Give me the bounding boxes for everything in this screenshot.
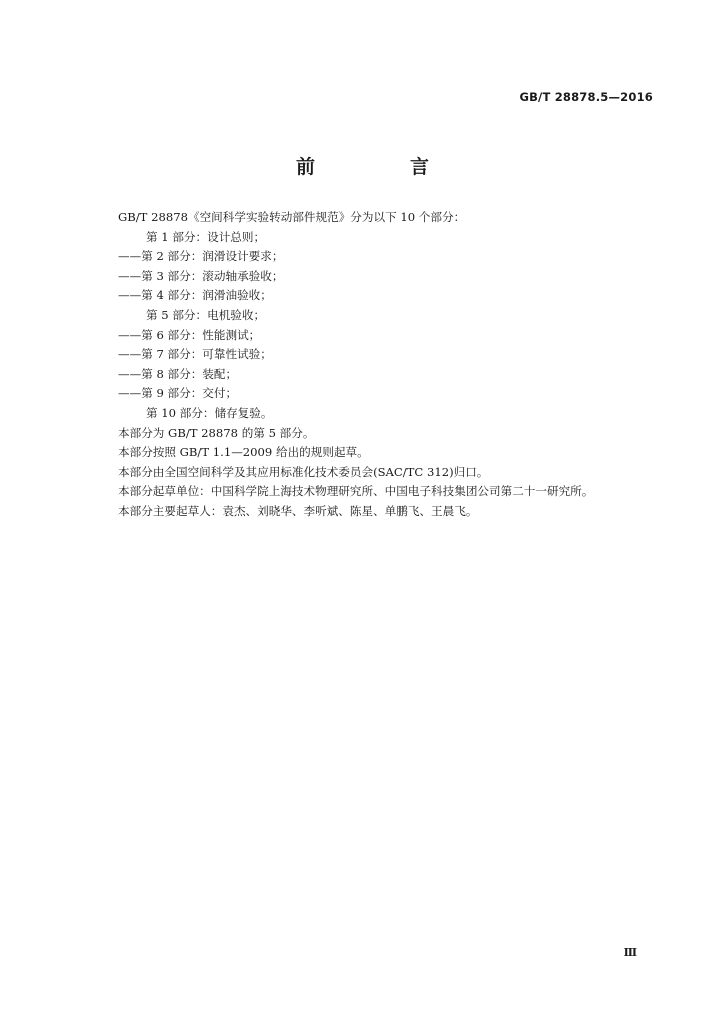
intro-paragraph: GB/T 28878《空间科学实验转动部件规范》分为以下 10 个部分： bbox=[118, 210, 466, 224]
part-list-item: 第 5 部分：电机验收； bbox=[146, 307, 266, 322]
standard-code: GB/T 28878.5—2016 bbox=[519, 90, 653, 104]
page-number: Ⅲ bbox=[623, 946, 637, 959]
proposed-by-paragraph: 本部分由全国空间科学及其应用标准化技术委员会(SAC/TC 312)归口。 bbox=[118, 464, 489, 479]
drafters-paragraph: 本部分主要起草人：袁杰、刘晓华、李听斌、陈星、单鹏飞、王晨飞。 bbox=[118, 503, 478, 518]
part-list-item: ——第 3 部分：滚动轴承验收； bbox=[118, 268, 284, 283]
part-list-item: ——第 7 部分：可靠性试验； bbox=[118, 347, 272, 362]
part-list-item: ——第 2 部分：润滑设计要求； bbox=[118, 249, 284, 264]
part-list-item: ——第 4 部分：润滑油验收； bbox=[118, 288, 272, 303]
part-list-item: ——第 8 部分：装配； bbox=[118, 366, 238, 381]
drafting-rules-paragraph: 本部分按照 GB/T 1.1—2009 给出的规则起草。 bbox=[118, 445, 369, 460]
page-title: 前 言 bbox=[295, 156, 467, 178]
part-list-item: 第 10 部分：储存复验。 bbox=[146, 405, 273, 420]
foreword-body bbox=[118, 208, 658, 522]
drafting-units-paragraph: 本部分起草单位：中国科学院上海技术物理研究所、中国电子科技集团公司第二十一研究所。 bbox=[118, 484, 594, 499]
part-list-item: ——第 9 部分：交付； bbox=[118, 386, 238, 401]
part-of-paragraph: 本部分为 GB/T 28878 的第 5 部分。 bbox=[118, 425, 315, 440]
part-list-item: ——第 6 部分：性能测试； bbox=[118, 327, 261, 342]
part-list-item: 第 1 部分：设计总则； bbox=[146, 229, 266, 244]
